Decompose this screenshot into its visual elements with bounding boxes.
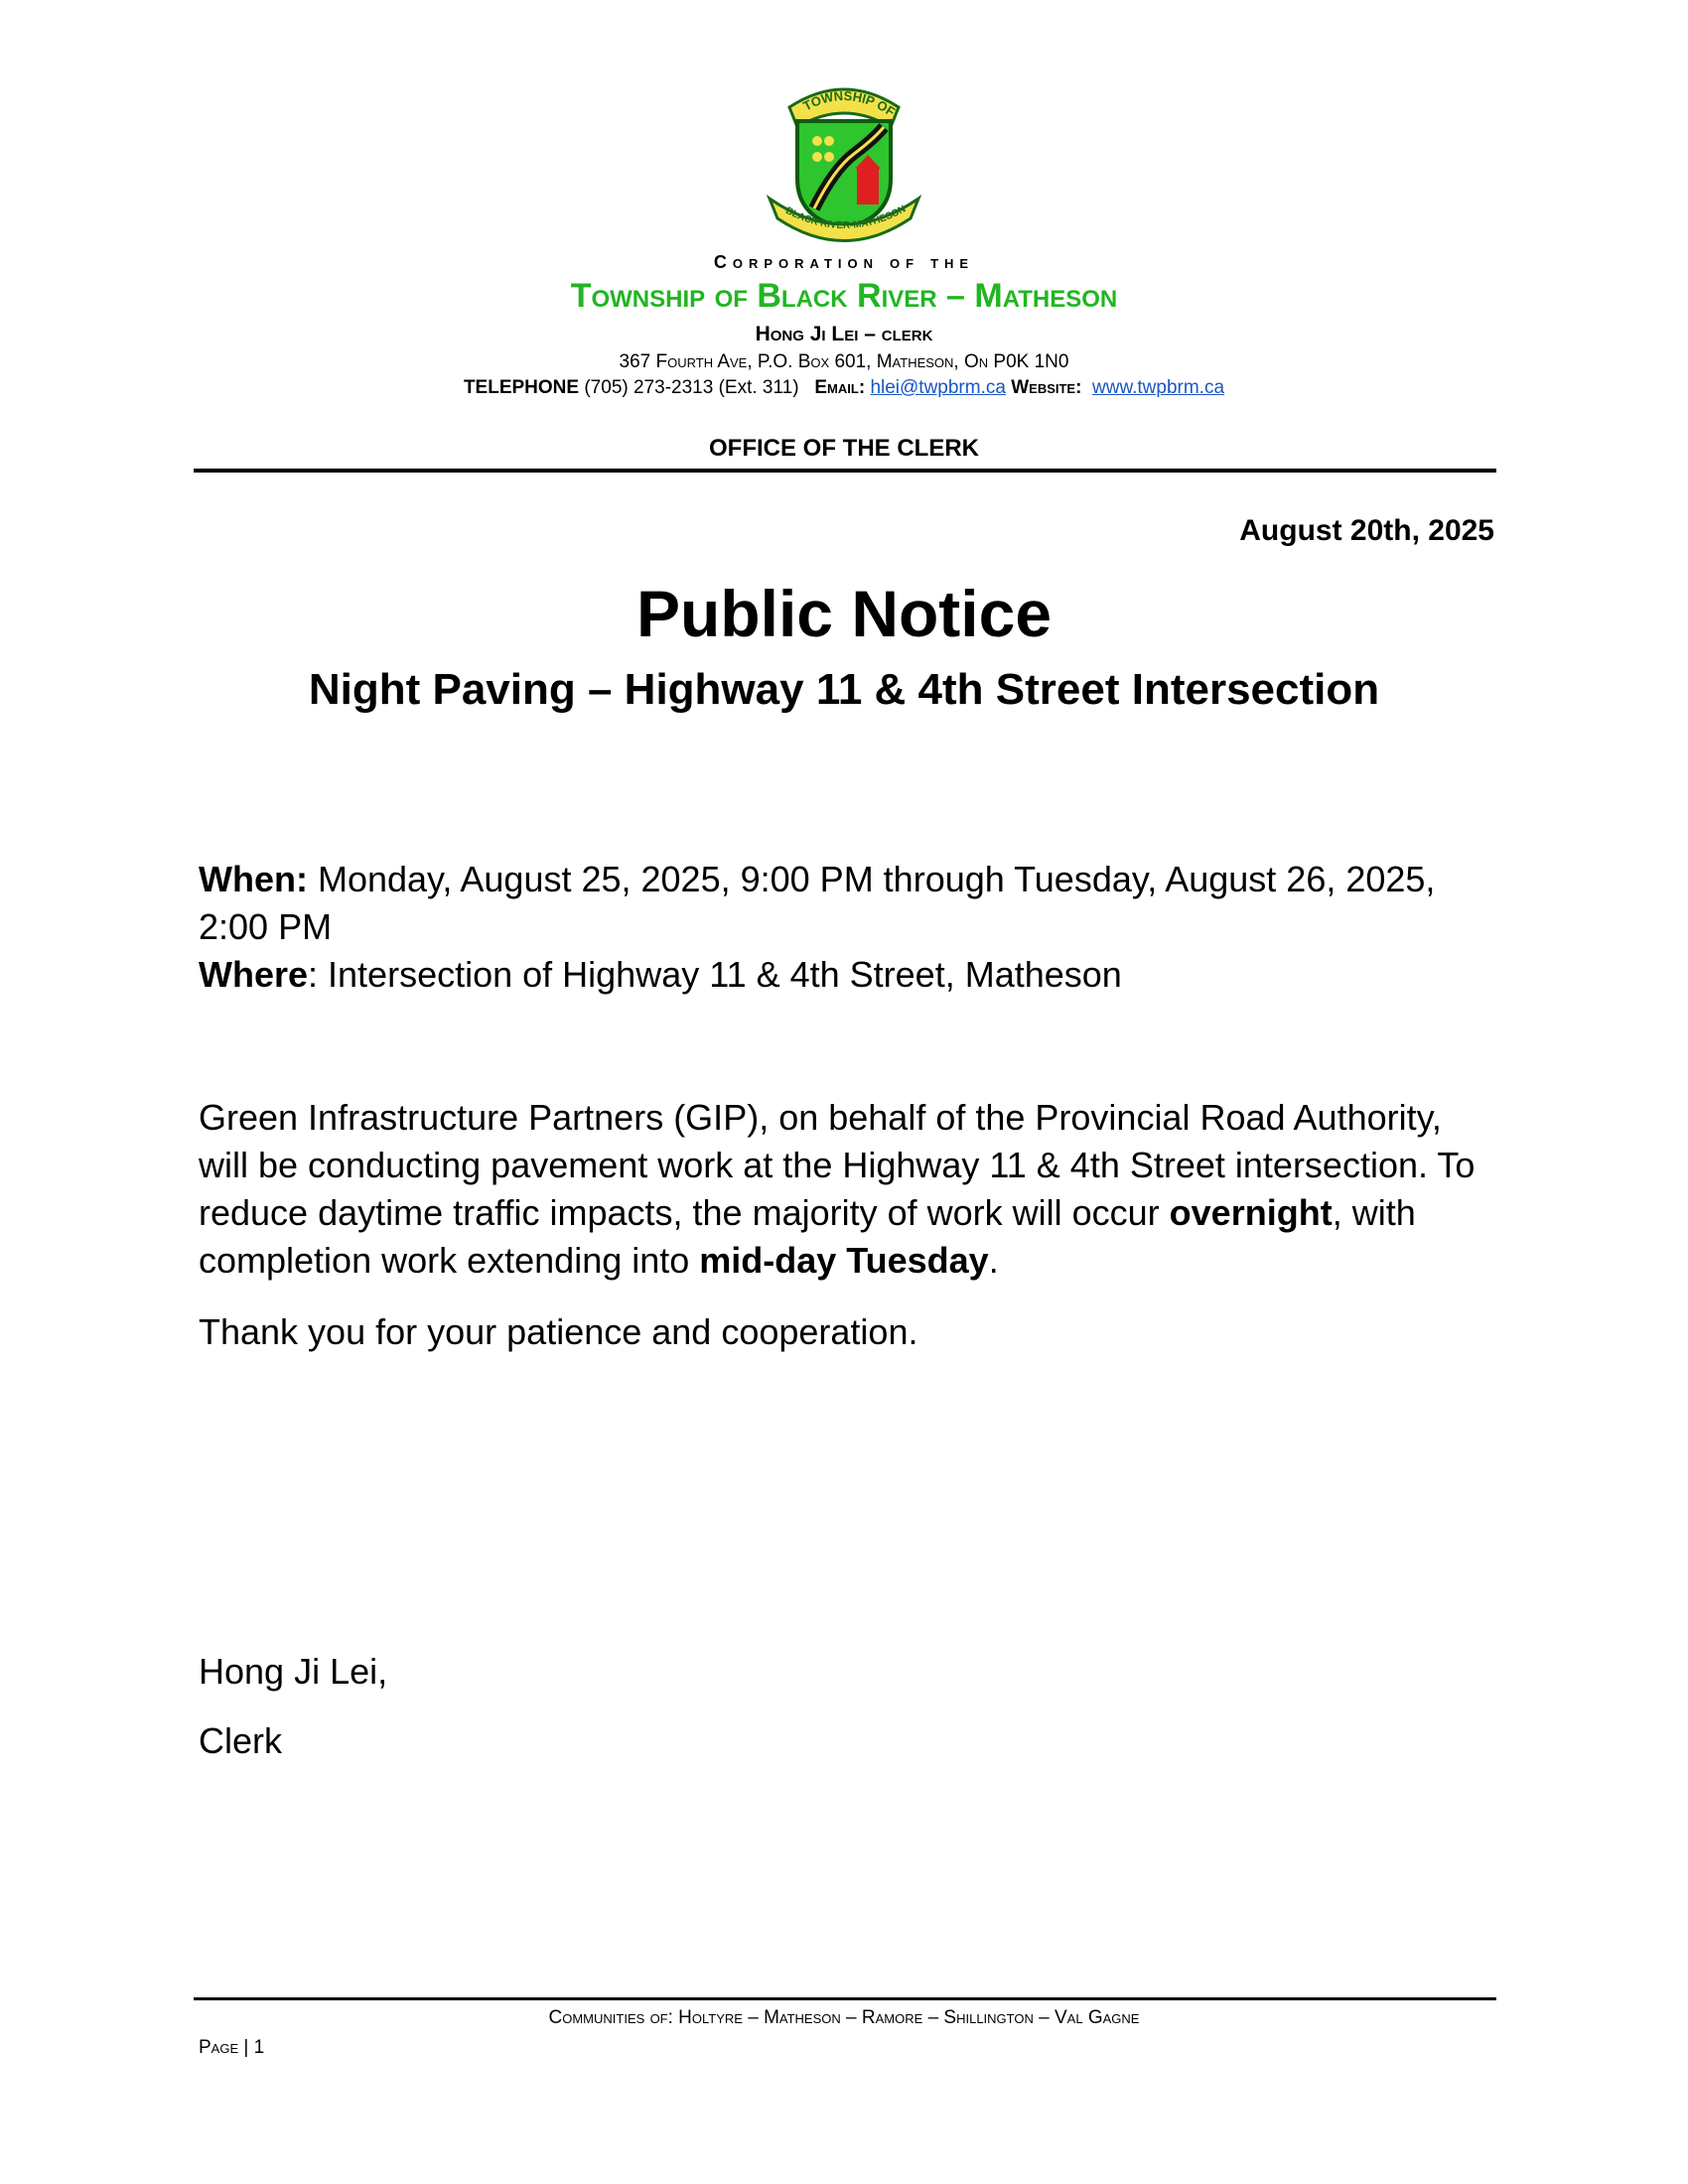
township-crest-logo [760, 79, 928, 243]
office-title: OFFICE OF THE CLERK [709, 435, 979, 462]
email-label: Email: [814, 377, 866, 398]
website-label: Website: [1011, 377, 1082, 398]
svg-text:TOWNSHIP OF: TOWNSHIP OF [800, 87, 899, 120]
signatory-title: Clerk [199, 1720, 283, 1761]
signatory-name: Hong Ji Lei, [199, 1651, 388, 1692]
where-label: Where [199, 954, 309, 995]
telephone-label: TELEPHONE [463, 377, 580, 398]
paragraph-text: , with completion work extending into [199, 1192, 1416, 1281]
when-text: Monday, August 25, 2025, 9:00 PM through Tuesday, August 26, 2025, 2:00 PM [199, 859, 1436, 947]
notice-paragraph [199, 1094, 1499, 1285]
communities-footer: Communities of: Holtyre – Matheson – Ramore – Shillington – Val Gagne [548, 2007, 1140, 2028]
where-line [199, 951, 1499, 999]
thank-you-paragraph: Thank you for your patience and cooperation. [199, 1311, 918, 1352]
clerk-line: Hong Ji Lei – clerk [755, 323, 933, 345]
paragraph-text: . [988, 1240, 999, 1281]
header-divider [194, 469, 1496, 473]
paragraph-text: Green Infrastructure Partners (GIP), on behalf of the Provincial Road Authority, will be conducting pavement work at the Highway 11 & 4th Street intersection. To reduce daytime traffic impacts, the majority of work will occur [199, 1097, 1476, 1233]
when-label: When: [199, 859, 308, 899]
paragraph-bold-midday: mid-day Tuesday [699, 1240, 989, 1281]
notice-date: August 20th, 2025 [1239, 514, 1494, 547]
paragraph-bold-overnight: overnight [1169, 1192, 1333, 1233]
township-name: Township of Black River – Matheson [570, 277, 1118, 315]
when-line [199, 856, 1499, 951]
notice-subtitle: Night Paving – Highway 11 & 4th Street Intersection [308, 665, 1380, 714]
telephone-number: (705) 273-2313 (Ext. 311) [584, 377, 799, 398]
page-number: Page | 1 [199, 2037, 265, 2058]
notice-title: Public Notice [635, 577, 1053, 650]
email-link[interactable]: hlei@twpbrm.ca [870, 377, 1006, 398]
where-text: : Intersection of Highway 11 & 4th Street, Matheson [308, 954, 1122, 995]
contact-line [0, 377, 1688, 399]
footer-divider [194, 1997, 1496, 2000]
svg-text:BLACK RIVER-MATHESON: BLACK RIVER-MATHESON [783, 204, 909, 232]
mailing-address: 367 Fourth Ave, P.O. Box 601, Matheson, On P0K 1N0 [619, 351, 1069, 372]
corporation-label: Corporation of the [713, 252, 975, 272]
website-link[interactable]: www.twpbrm.ca [1092, 377, 1225, 398]
